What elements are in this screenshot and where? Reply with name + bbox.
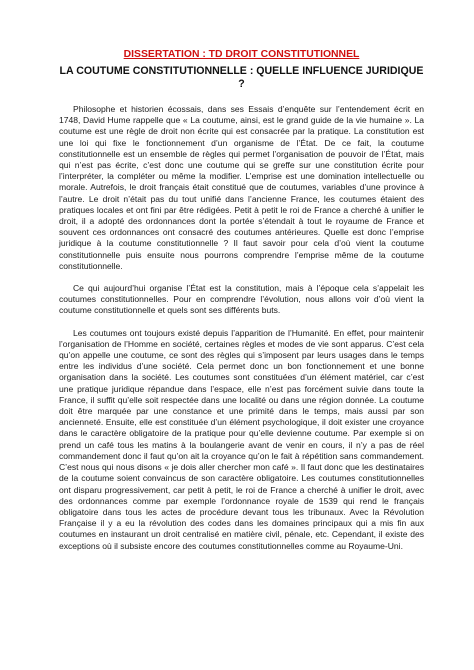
document-subtitle: LA COUTUME CONSTITUTIONNELLE : QUELLE INFLUENCE JURIDIQUE ? [59,65,424,90]
document-title: DISSERTATION : TD DROIT CONSTITUTIONNEL [123,49,360,60]
paragraph-introduction: Philosophe et historien écossais, dans ses Essais d’enquête sur l’entendement écrit en 1748, David Hume rappelle que « La coutume, ainsi, est le grand guide de la vie humaine ». La coutume est une règle de droit non écrite qui est consacrée par la pratique. La constitution est une loi qui fixe le fonctionnement d’un organisme de l’État. De ce fait, la coutume constitutionnelle est un ensemble de règles qui permet l’organisation de pouvoir de l’État, mais qui n’est pas écrite, c’est donc une coutume qui se greffe sur une constitution écrite pour l’interpréter, la compléter ou même la modifier. L’emprise est une domination intellectuelle ou morale. Autrefois, le droit français était constitué que de coutumes, variables d’une province à l’autre. Le droit n’était pas du tout unifié dans l’ancienne France, les coutumes étaient des pratiques locales et ont fini par être rédigées. Petit à petit le roi de France a cherché à unifier le droit, il a adopté des ordonnances dont la portée s’étendait à tout le royaume de France et souvent ces ordonnances ont consacré des coutumes antérieures. Quelle est donc l’emprise juridique à la coutume constitutionnelle ? Il faut savoir pour cela d’où vient la coutume constitutionnelle puis ensuite nous pourrons comprendre l’emprise même de la coutume constitutionnelle. [59,104,424,271]
paragraph-body: Les coutumes ont toujours existé depuis l’apparition de l’Humanité. En effet, pour maintenir l’organisation de l’Homme en société, certaines règles et modes de vie sont apparus. C’est cela qu’on appelle une coutume, ce sont des règles qui s’imposent par leurs usages dans le temps entre les individus d’une société. Cela permet donc un bon fonctionnement et une bonne organisation dans la société. Les coutumes sont constituées d’un élément matériel, car c’est une pratique juridique répandue dans l’espace, elle n’est pas forcément suivie dans toute la France, il suffit qu’elle soit respectée dans une localité ou dans une région donnée. La coutume doit être marquée par une constance et une primité dans le temps, mais aussi par son ancienneté. Ensuite, elle est constituée d’un élément psychologique, il doit exister une croyance dans le caractère obligatoire de la pratique pour qu’elle devienne coutume. Par exemple si on prend un café tous les matins à la boulangerie avant de venir en cours, il n’y a pas de réel commandement donc il faut qu’on ait la croyance qu’on le fait à répétition sans commandement. C’est nous qui nous disons « je dois aller chercher mon café ». Il faut donc que les destinataires de la coutume soient convaincus de son caractère obligatoire. Les coutumes constitutionnelles ont disparu progressivement, car petit à petit, le roi de France a cherché à unifier le droit, avec des ordonnances comme par exemple l’ordonnance royale de 1539 qui rend le français obligatoire dans tous les actes de procédure devant tous les tribunaux. Avec la Révolution Française il y a eu la révolution des codes dans les domaines principaux qui a mis fin aux coutumes en instaurant un droit centralisé en matière civil, pénale, etc. Cependant, il existe des exceptions où il subsiste encore des coutumes constitutionnelles comme au Royaume-Uni. [59,327,424,551]
paragraph-transition: Ce qui aujourd’hui organise l’État est la constitution, mais à l’époque cela s’appelait les coutumes constitutionnelles. Pour en comprendre l’évolution, nous allons voir d’où vient la coutume constitutionnelle et quels sont ses différents buts. [59,283,424,316]
